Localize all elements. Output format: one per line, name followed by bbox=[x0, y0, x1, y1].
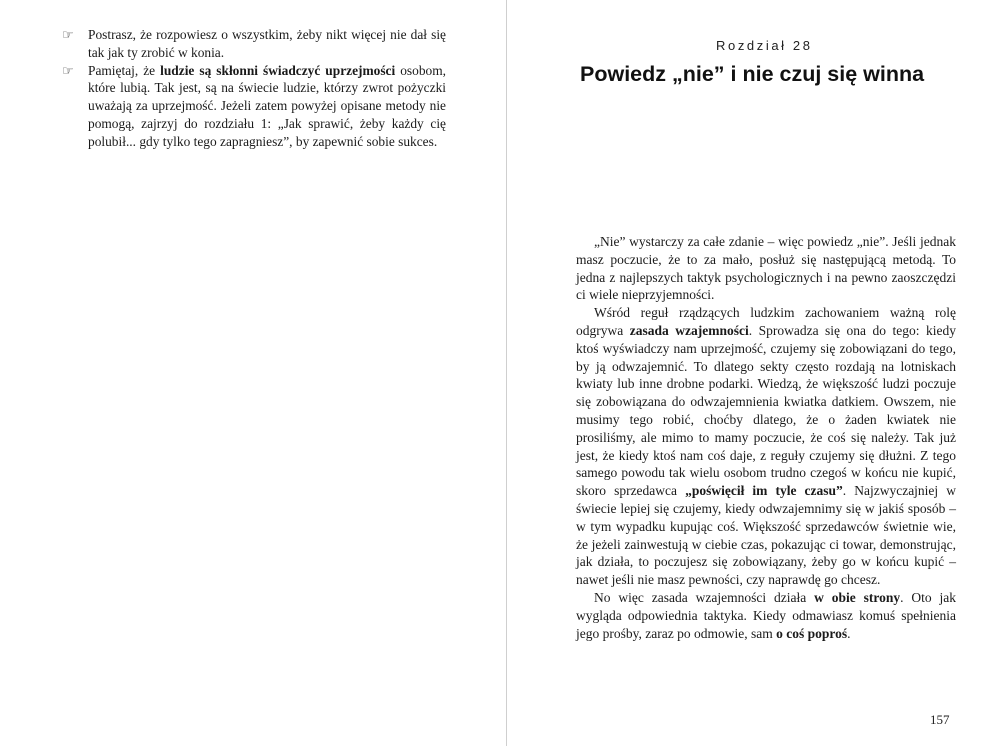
text-run: „Nie” wystarczy za całe zdanie – więc powiedz „nie”. Jeśli jednak masz poczucie, że to za mało, posłuż się następującą metodą. To jedna z najlepszych taktyk psychologicznych i na pewno zaoszczędzi ci wiele nieprzyjemności. bbox=[576, 234, 956, 303]
text-run: . Sprowadza się ona do tego: kiedy ktoś wyświadczy nam uprzejmość, czujemy się zobowiązani do tego, by ją odwzajemnić. To dlatego sekty często rozdają na lotniskach kwiaty lub inne drobne podarki. Wiedzą, że większość ludzi poczuje się zobowiązana do odwzajemnienia kwiatka datkiem. Owszem, nie musimy tego robić, choćby dlatego, że o żaden kwiatek nie prosiliśmy, ale mimo to mamy poczucie, że coś się należy. Tak już jest, że kiedy ktoś nam coś daje, z reguły czujemy się dłużni. Z tego samego powodu tak wielu osobom trudno czegoś w końcu nie kupić, skoro sprzedawca bbox=[576, 322, 956, 499]
bullet-text bbox=[88, 27, 446, 60]
bold-text-run: o coś poproś bbox=[776, 625, 848, 641]
right-page bbox=[560, 0, 960, 746]
book-gutter bbox=[506, 0, 507, 746]
text-run: . Najzwyczajniej w świecie lepiej się czujemy, kiedy odwzajemnimy się w jakiś sposób – w tym wypadku kupując coś. Większość sprzedawców świetnie wie, że jeżeli zainwestują w ciebie czas, pokazując ci towar, demonstrując, jak działa, to poczujesz się zobowiązany, żeby go w końcu kupić – nawet jeśli nie masz pewności, czy naprawdę go chcesz. bbox=[576, 483, 956, 588]
chapter-body bbox=[576, 233, 956, 642]
pointing-hand-icon: ☞ bbox=[62, 28, 74, 43]
bold-text-run: ludzie są skłonni świadczyć uprzejmości bbox=[160, 62, 396, 78]
chapter-title: Powiedz „nie” i nie czuj się winna bbox=[580, 62, 925, 86]
bullet-text bbox=[88, 63, 446, 149]
text-run: Wśród reguł rządzących ludzkim zachowaniem ważną rolę odgrywa bbox=[576, 305, 956, 338]
pointing-hand-icon: ☞ bbox=[62, 63, 74, 79]
paragraph bbox=[576, 589, 956, 642]
bullet-item bbox=[62, 26, 446, 62]
bold-text-run: „poświęcił im tyle czasu” bbox=[685, 483, 843, 499]
bold-text-run: zasada wzajemności bbox=[629, 322, 749, 338]
chapter-label: Rozdział 28 bbox=[716, 38, 813, 53]
text-run: No więc zasada wzajemności działa bbox=[594, 589, 815, 605]
page-number: 157 bbox=[930, 712, 950, 727]
paragraph bbox=[576, 304, 956, 589]
text-run: Postrasz, że rozpowiesz o wszystkim, żeby nikt więcej nie dał się tak jak ty zrobić w konia. bbox=[88, 27, 446, 60]
text-run: osobom, które lubią. Tak jest, są na świecie ludzie, którzy zwrot pożyczki uważają za uprzejmość. Jeżeli zatem powyżej opisane metody nie pomogą, zajrzyj do rozdziału 1: „Jak sprawić, żeby każdy cię polubił... gdy tylko tego zapragniesz”, by zapewnić sobie sukces. bbox=[88, 62, 446, 149]
text-run: . bbox=[847, 625, 851, 641]
left-page bbox=[62, 26, 446, 151]
text-run: Pamiętaj, że bbox=[88, 62, 161, 78]
bullet-item bbox=[62, 62, 446, 151]
bold-text-run: w obie strony bbox=[814, 589, 901, 605]
text-run: . Oto jak wygląda odpowiednia taktyka. Kiedy odmawiasz komuś spełnienia jego prośby, zaraz po odmowie, sam bbox=[576, 589, 956, 641]
paragraph bbox=[576, 233, 956, 304]
